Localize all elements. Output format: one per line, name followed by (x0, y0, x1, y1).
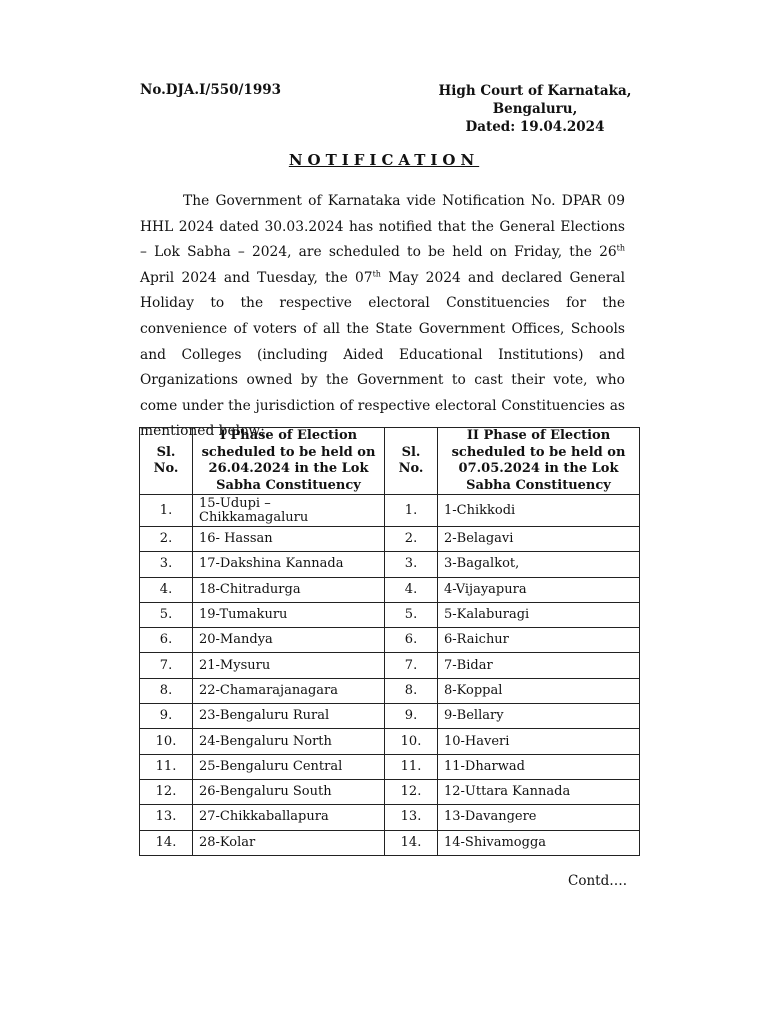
issuer-block (430, 82, 640, 136)
cell-sl-no-2: 2. (385, 527, 438, 552)
cell-phase-1-constituency: 19-Tumakuru (193, 602, 385, 627)
cell-phase-2-constituency: 12-Uttara Kannada (438, 779, 640, 804)
cell-sl-no-1: 13. (140, 805, 193, 830)
court-name: High Court of Karnataka, (438, 83, 632, 99)
table-row (140, 577, 640, 602)
cell-phase-2-constituency: 4-Vijayapura (438, 577, 640, 602)
notification-title: NOTIFICATION (288, 151, 480, 169)
city-name: Bengaluru, (492, 101, 578, 117)
cell-sl-no-1: 9. (140, 704, 193, 729)
cell-sl-no-2: 12. (385, 779, 438, 804)
cell-phase-2-constituency: 3-Bagalkot, (438, 552, 640, 577)
cell-phase-2-constituency: 11-Dharwad (438, 754, 640, 779)
cell-sl-no-2: 6. (385, 628, 438, 653)
table-row (140, 678, 640, 703)
notification-body (140, 189, 625, 445)
cell-sl-no-2: 3. (385, 552, 438, 577)
cell-phase-2-constituency: 6-Raichur (438, 628, 640, 653)
table-row (140, 729, 640, 754)
cell-phase-1-constituency: 27-Chikkaballapura (193, 805, 385, 830)
continued-note: Contd…. (568, 873, 628, 889)
cell-phase-1-constituency: 22-Chamarajanagara (193, 678, 385, 703)
table-body (140, 495, 640, 856)
cell-sl-no-2: 4. (385, 577, 438, 602)
cell-sl-no-1: 5. (140, 602, 193, 627)
cell-sl-no-1: 7. (140, 653, 193, 678)
cell-phase-2-constituency: 5-Kalaburagi (438, 602, 640, 627)
cell-phase-2-constituency: 14-Shivamogga (438, 830, 640, 855)
cell-sl-no-2: 14. (385, 830, 438, 855)
cell-sl-no-2: 1. (385, 495, 438, 527)
cell-phase-1-constituency: 21-Mysuru (193, 653, 385, 678)
cell-phase-1-constituency: 25-Bengaluru Central (193, 754, 385, 779)
cell-sl-no-1: 10. (140, 729, 193, 754)
table-row (140, 830, 640, 855)
cell-sl-no-2: 10. (385, 729, 438, 754)
table-row (140, 628, 640, 653)
cell-phase-1-constituency: 18-Chitradurga (193, 577, 385, 602)
body-superscript-2: th (372, 269, 381, 279)
cell-sl-no-1: 6. (140, 628, 193, 653)
cell-phase-1-constituency: 24-Bengaluru North (193, 729, 385, 754)
cell-sl-no-1: 1. (140, 495, 193, 527)
cell-phase-2-constituency: 1-Chikkodi (438, 495, 640, 527)
table-row (140, 704, 640, 729)
cell-phase-2-constituency: 8-Koppal (438, 678, 640, 703)
header-phase-1: I Phase of Election scheduled to be held on 26.04.2024 in the Lok Sabha Constituency (193, 428, 385, 495)
cell-sl-no-1: 12. (140, 779, 193, 804)
table-row (140, 779, 640, 804)
cell-phase-1-constituency: 16- Hassan (193, 527, 385, 552)
cell-phase-2-constituency: 9-Bellary (438, 704, 640, 729)
cell-sl-no-2: 13. (385, 805, 438, 830)
cell-phase-1-constituency: 20-Mandya (193, 628, 385, 653)
header-sl-no-1: Sl. No. (140, 428, 193, 495)
table-row (140, 495, 640, 527)
table-row (140, 653, 640, 678)
cell-sl-no-1: 2. (140, 527, 193, 552)
body-text-part-1: The Government of Karnataka vide Notification No. DPAR 09 HHL 2024 dated 30.03.2024 has notified that the General Elections – Lok Sabha – 2024, are scheduled to be held on Friday, the 26 (140, 193, 625, 261)
cell-sl-no-1: 11. (140, 754, 193, 779)
cell-phase-1-constituency: 15-Udupi – Chikkamagaluru (193, 495, 385, 527)
cell-sl-no-2: 7. (385, 653, 438, 678)
cell-sl-no-1: 8. (140, 678, 193, 703)
table-row (140, 552, 640, 577)
notification-date: Dated: 19.04.2024 (465, 119, 605, 135)
cell-sl-no-2: 5. (385, 602, 438, 627)
header-sl-no-2: Sl. No. (385, 428, 438, 495)
table-row (140, 805, 640, 830)
cell-phase-1-constituency: 23-Bengaluru Rural (193, 704, 385, 729)
cell-phase-1-constituency: 28-Kolar (193, 830, 385, 855)
cell-sl-no-1: 4. (140, 577, 193, 602)
table-row (140, 527, 640, 552)
body-text-part-2: April 2024 and Tuesday, the 07 (140, 269, 373, 286)
cell-phase-2-constituency: 10-Haveri (438, 729, 640, 754)
cell-sl-no-2: 9. (385, 704, 438, 729)
cell-phase-1-constituency: 17-Dakshina Kannada (193, 552, 385, 577)
body-text-part-3: May 2024 and declared General Holiday to the respective electoral Constituencies for the convenience of voters of all the State Government Offices, Schools and Colleges (including Aided Educational Institutions) and Organizations owned by the Government to cast their vote, who come under the jurisdiction of respective electoral Constituencies as mentioned below: (140, 269, 625, 440)
cell-phase-2-constituency: 13-Davangere (438, 805, 640, 830)
cell-phase-2-constituency: 7-Bidar (438, 653, 640, 678)
cell-phase-2-constituency: 2-Belagavi (438, 527, 640, 552)
header-phase-2: II Phase of Election scheduled to be held on 07.05.2024 in the Lok Sabha Constituency (438, 428, 640, 495)
cell-sl-no-1: 14. (140, 830, 193, 855)
reference-number: No.DJA.I/550/1993 (140, 82, 282, 98)
body-superscript-1: th (616, 243, 625, 253)
table-header-row (140, 428, 640, 495)
constituency-table (139, 427, 640, 856)
cell-sl-no-2: 11. (385, 754, 438, 779)
cell-sl-no-2: 8. (385, 678, 438, 703)
table-row (140, 754, 640, 779)
table-row (140, 602, 640, 627)
cell-phase-1-constituency: 26-Bengaluru South (193, 779, 385, 804)
cell-sl-no-1: 3. (140, 552, 193, 577)
